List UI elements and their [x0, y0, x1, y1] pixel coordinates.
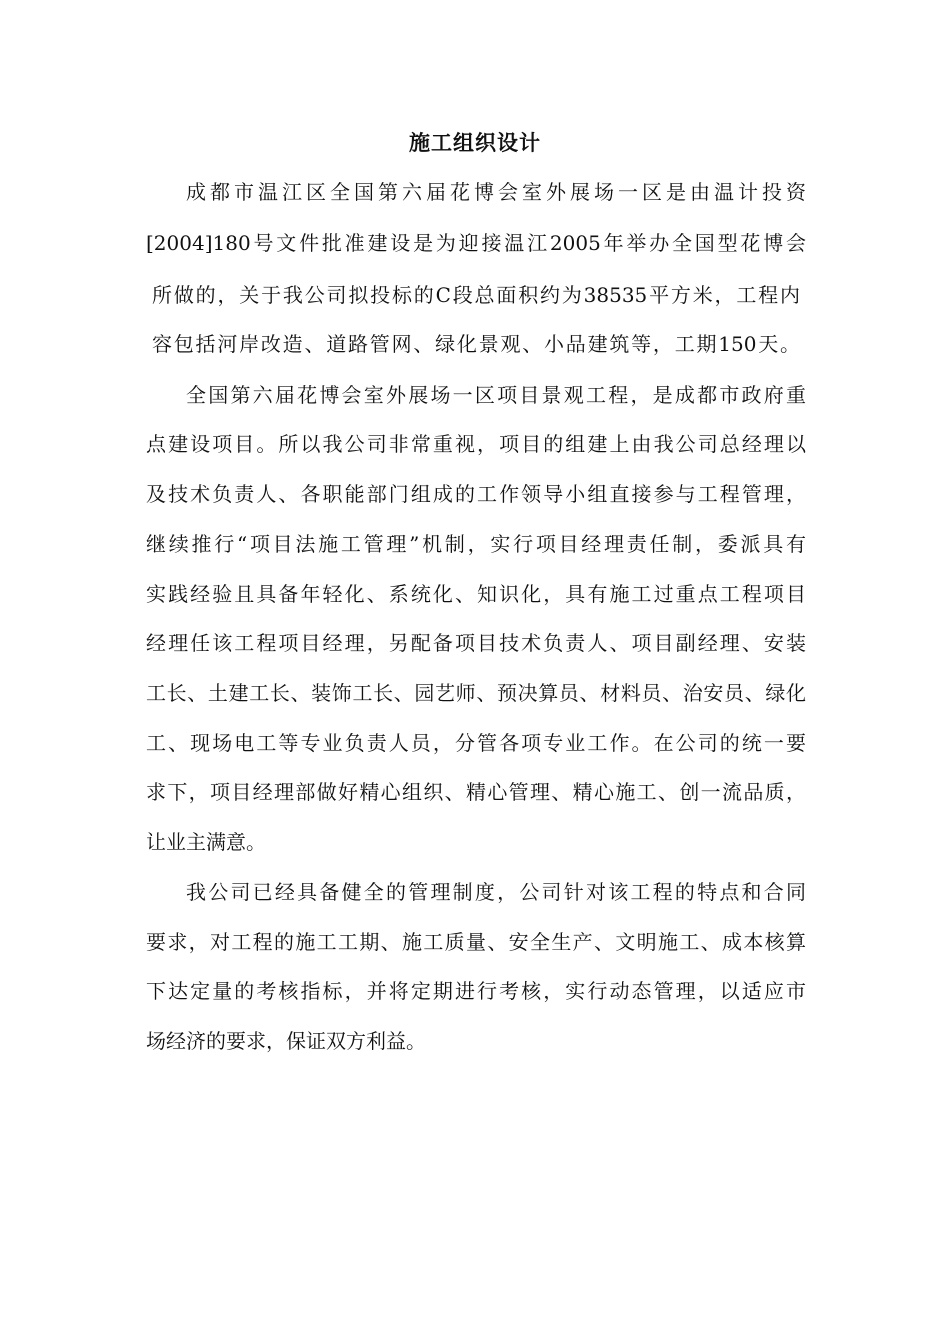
paragraph-line: 全国第六届花博会室外展场一区项目景观工程，是成都市政府重 — [186, 383, 806, 407]
paragraph-line: 求下，项目经理部做好精心组织、精心管理、精心施工、创一流品质， — [146, 780, 806, 804]
paragraph-line: 及技术负责人、各职能部门组成的工作领导小组直接参与工程管理， — [146, 482, 806, 506]
paragraph-line: 点建设项目。所以我公司非常重视，项目的组建上由我公司总经理以 — [146, 432, 806, 456]
paragraph-line: 实践经验且具备年轻化、系统化、知识化，具有施工过重点工程项目 — [146, 582, 806, 606]
paragraph-line: 我公司已经具备健全的管理制度，公司针对该工程的特点和合同 — [186, 880, 806, 904]
paragraph-line: 场经济的要求，保证双方利益。 — [146, 1029, 426, 1053]
paragraph-line: 继续推行“项目法施工管理”机制，实行项目经理责任制，委派具有 — [146, 532, 806, 556]
paragraph-line: 要求，对工程的施工工期、施工质量、安全生产、文明施工、成本核算 — [146, 930, 806, 954]
paragraph-line: 所做的，关于我公司拟投标的C段总面积约为38535平方米，工程内 — [152, 283, 800, 307]
document-title: 施工组织设计 — [409, 130, 541, 155]
paragraph-line: 工长、土建工长、装饰工长、园艺师、预决算员、材料员、治安员、绿化 — [146, 681, 806, 705]
paragraph-line: 成都市温江区全国第六届花博会室外展场一区是由温计投资 — [186, 180, 806, 204]
paragraph-line: 经理任该工程项目经理，另配备项目技术负责人、项目副经理、安装 — [146, 631, 806, 655]
paragraph-line: 让业主满意。 — [146, 830, 266, 854]
paragraph-line: 工、现场电工等专业负责人员，分管各项专业工作。在公司的统一要 — [146, 731, 806, 755]
paragraph-line: [2004]180号文件批准建设是为迎接温江2005年举办全国型花博会 — [146, 231, 806, 255]
paragraph-line: 容包括河岸改造、道路管网、绿化景观、小品建筑等，工期150天。 — [152, 332, 800, 356]
paragraph-line: 下达定量的考核指标，并将定期进行考核，实行动态管理，以适应市 — [146, 979, 806, 1003]
